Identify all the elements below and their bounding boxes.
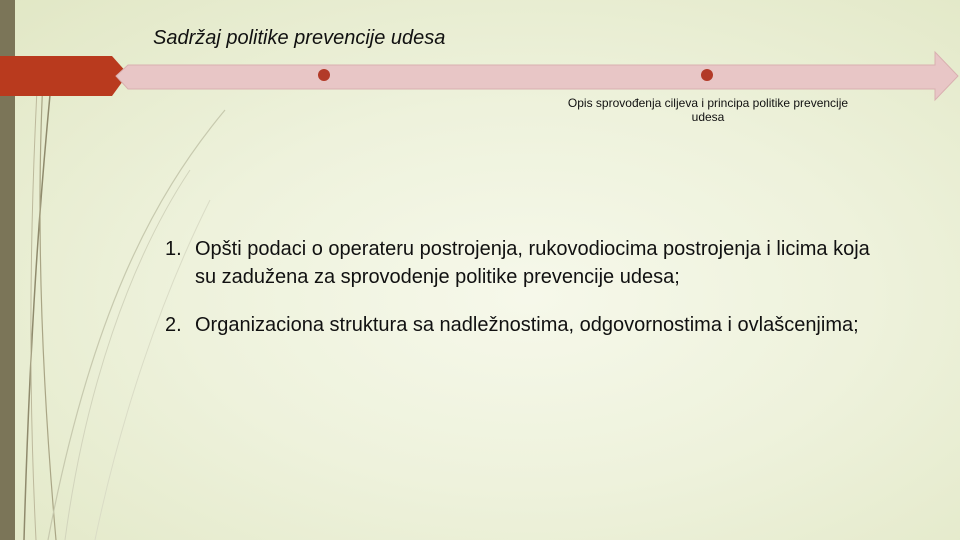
list-item-number: 1. [165, 238, 182, 260]
list-item-text: Organizaciona struktura sa nadležnostima, odgovornostima i ovlašcenjima; [195, 314, 859, 336]
content-list [165, 235, 885, 339]
list-item [165, 311, 885, 339]
timeline-label: Opis sprovođenja ciljeva i principa politike prevencije udesa [567, 96, 849, 124]
list-item-number: 2. [165, 314, 182, 336]
timeline-red-block [0, 56, 128, 96]
list-item-text: Opšti podaci o operateru postrojenja, rukovodiocima postrojenja i licima koja su zadužena za sprovodenje politike prevencije udesa; [195, 238, 870, 288]
list-item [165, 235, 885, 291]
slide-title: Sadržaj politike prevencije udesa [153, 27, 446, 49]
timeline-dot-2 [701, 69, 713, 81]
timeline-dot-1 [318, 69, 330, 81]
timeline-bar [116, 52, 958, 100]
